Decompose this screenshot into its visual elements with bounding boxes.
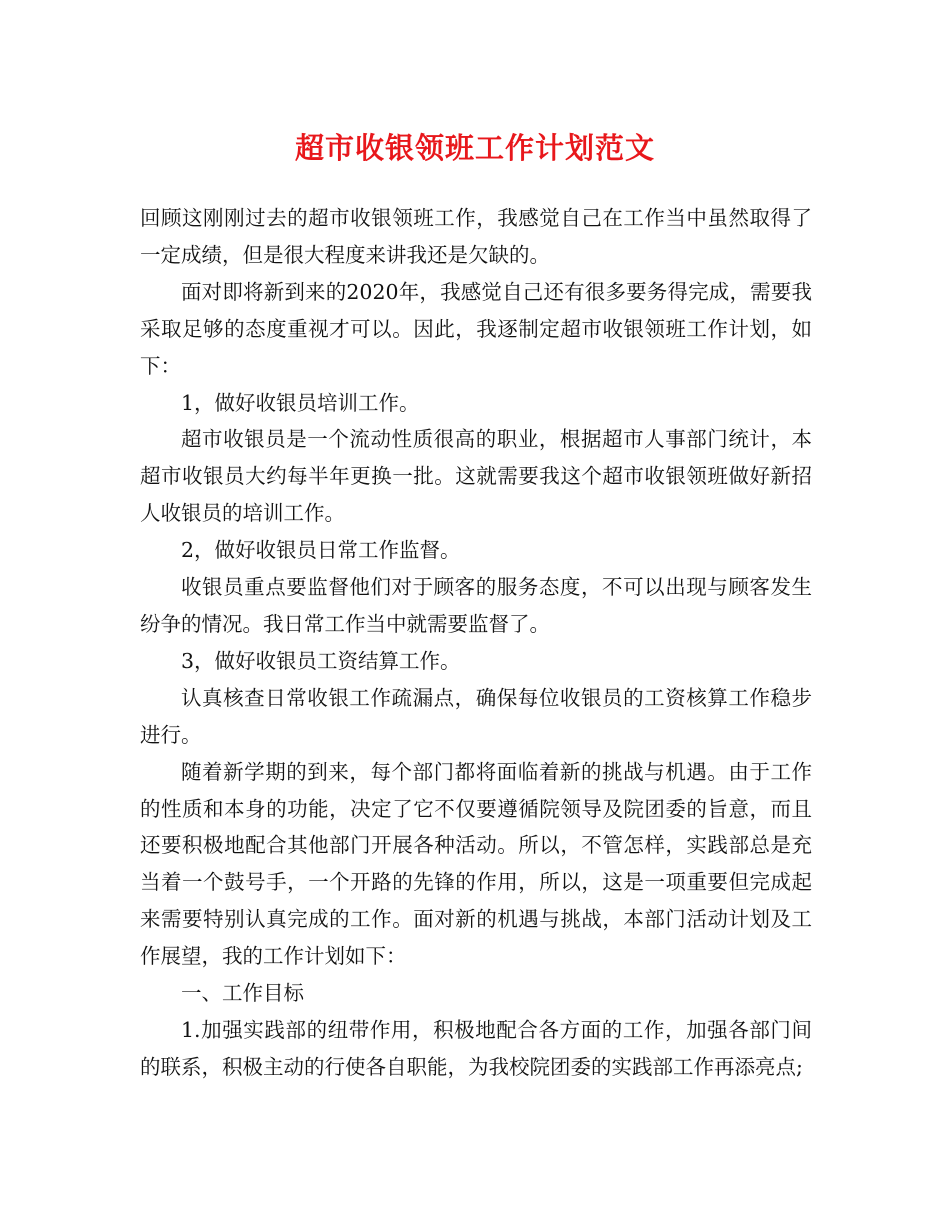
paragraph: 面对即将新到来的2020年，我感觉自己还有很多要务得完成，需要我采取足够的态度重视才可以。因此，我逐制定超市收银领班工作计划，如下： bbox=[140, 279, 812, 378]
paragraph: 认真核查日常收银工作疏漏点，确保每位收银员的工资核算工作稳步进行。 bbox=[140, 685, 812, 747]
paragraph: 收银员重点要监督他们对于顾客的服务态度，不可以出现与顾客发生纷争的情况。我日常工作当中就需要监督了。 bbox=[140, 575, 812, 636]
paragraph: 1，做好收银员培训工作。 bbox=[181, 390, 420, 415]
document-body bbox=[140, 200, 812, 1086]
paragraph: 3，做好收银员工资结算工作。 bbox=[181, 648, 461, 673]
paragraph: 超市收银员是一个流动性质很高的职业，根据超市人事部门统计，本超市收银员大约每半年更换一批。这就需要我这个超市收银领班做好新招人收银员的培训工作。 bbox=[140, 427, 812, 526]
paragraph: 2，做好收银员日常工作监督。 bbox=[181, 538, 461, 563]
document-title: 超市收银领班工作计划范文 bbox=[294, 131, 655, 165]
paragraph: 一、工作目标 bbox=[181, 981, 304, 1006]
paragraph: 1.加强实践部的纽带作用，积极地配合各方面的工作，加强各部门间的联系，积极主动的行使各自职能，为我校院团委的实践部工作再添亮点; bbox=[140, 1017, 812, 1079]
paragraph: 回顾这刚刚过去的超市收银领班工作，我感觉自己在工作当中虽然取得了一定成绩，但是很大程度来讲我还是欠缺的。 bbox=[140, 206, 812, 267]
paragraph: 随着新学期的到来，每个部门都将面临着新的挑战与机遇。由于工作的性质和本身的功能，决定了它不仅要遵循院领导及院团委的旨意，而且还要积极地配合其他部门开展各种活动。所以，不管怎样，实践部总是充当着一个鼓号手，一个开路的先锋的作用，所以，这是一项重要但完成起来需要特别认真完成的工作。面对新的机遇与挑战，本部门活动计划及工作展望，我的工作计划如下： bbox=[140, 759, 812, 969]
